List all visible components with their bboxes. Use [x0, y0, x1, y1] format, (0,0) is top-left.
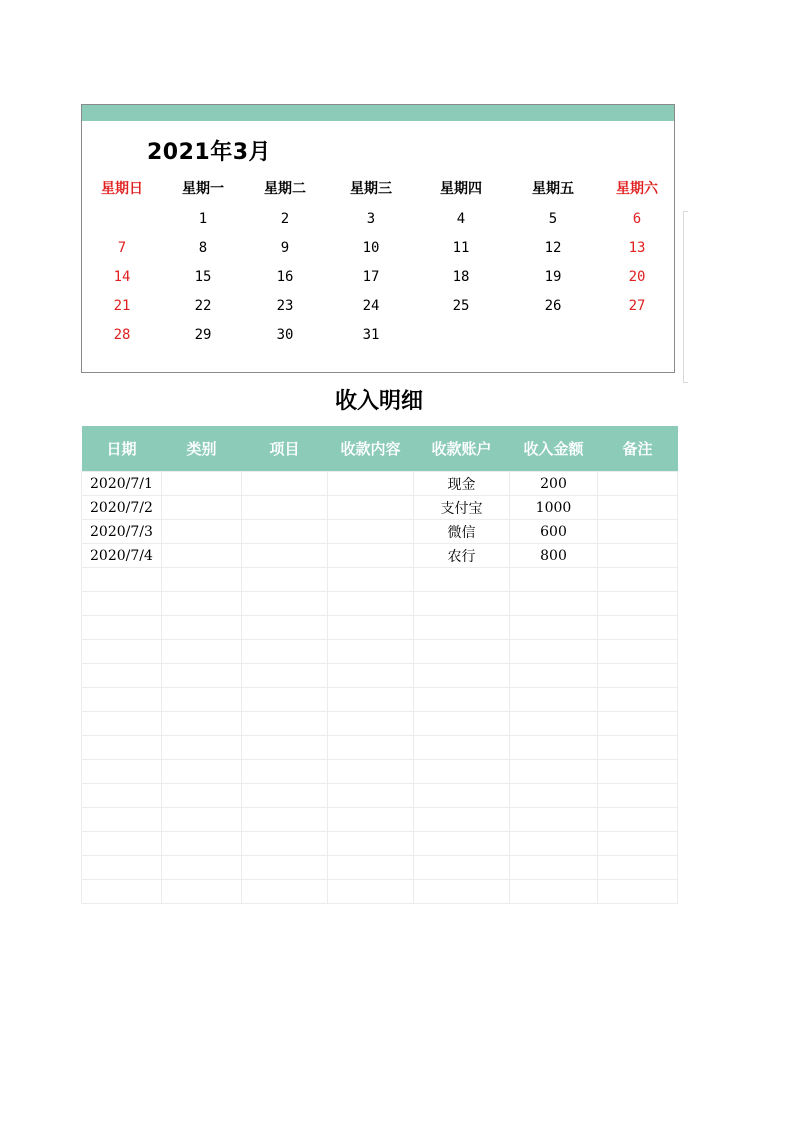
cell-item: [242, 496, 328, 520]
cell-remark: [598, 856, 678, 880]
cell-category: [162, 472, 242, 496]
cell-item: [242, 736, 328, 760]
cell-amount: [510, 760, 598, 784]
cell-remark: [598, 496, 678, 520]
table-row: [82, 496, 678, 520]
cell-account: 农行: [414, 544, 510, 568]
cell-amount: 800: [510, 544, 598, 568]
weekday-tue: 星期二: [264, 181, 306, 197]
cell-content: [328, 832, 414, 856]
cell-content: [328, 712, 414, 736]
cell-item: [242, 832, 328, 856]
calendar-day: 6: [632, 211, 642, 227]
cell-category: [162, 664, 242, 688]
cell-content: [328, 592, 414, 616]
calendar-day: 17: [362, 269, 380, 285]
cell-content: [328, 664, 414, 688]
cell-item: [242, 520, 328, 544]
weekday-thu: 星期四: [440, 181, 482, 197]
cell-amount: [510, 568, 598, 592]
calendar-day: 28: [113, 327, 131, 343]
cell-amount: [510, 664, 598, 688]
cell-category: [162, 616, 242, 640]
cell-remark: [598, 520, 678, 544]
calendar-week-row: [82, 292, 674, 320]
calendar-day: 20: [628, 269, 646, 285]
cell-item: [242, 568, 328, 592]
cell-date: [82, 616, 162, 640]
cell-remark: [598, 832, 678, 856]
cell-category: [162, 832, 242, 856]
col-header-item: 项目: [242, 426, 328, 472]
cell-remark: [598, 760, 678, 784]
income-table: [81, 426, 678, 904]
cell-date: [82, 832, 162, 856]
cell-account: 支付宝: [414, 496, 510, 520]
cell-amount: [510, 616, 598, 640]
cell-amount: [510, 880, 598, 904]
cell-remark: [598, 664, 678, 688]
calendar-day: 3: [366, 211, 376, 227]
table-row: [82, 832, 678, 856]
calendar-day: 11: [452, 240, 470, 256]
cell-category: [162, 520, 242, 544]
calendar-day: 25: [452, 298, 470, 314]
cell-remark: [598, 736, 678, 760]
cell-category: [162, 808, 242, 832]
table-row: [82, 688, 678, 712]
cell-date: 2020/7/2: [82, 496, 162, 520]
calendar-day: 14: [113, 269, 131, 285]
col-header-account: 收款账户: [414, 426, 510, 472]
cell-item: [242, 544, 328, 568]
cell-date: [82, 736, 162, 760]
cell-remark: [598, 880, 678, 904]
calendar-day: 29: [194, 327, 212, 343]
calendar-title: 2021年3月: [147, 140, 272, 165]
cell-category: [162, 544, 242, 568]
cell-date: [82, 664, 162, 688]
cell-item: [242, 472, 328, 496]
calendar-day: 23: [276, 298, 294, 314]
cell-item: [242, 688, 328, 712]
cell-account: [414, 616, 510, 640]
cell-account: [414, 856, 510, 880]
cell-item: [242, 712, 328, 736]
cell-remark: [598, 784, 678, 808]
table-row: [82, 640, 678, 664]
cell-category: [162, 784, 242, 808]
cell-account: [414, 760, 510, 784]
cell-remark: [598, 808, 678, 832]
calendar: [81, 104, 675, 373]
calendar-week-row: [82, 234, 674, 262]
calendar-week-row: [82, 263, 674, 291]
side-bracket-line: [683, 211, 688, 383]
col-header-category: 类别: [162, 426, 242, 472]
cell-remark: [598, 544, 678, 568]
cell-content: [328, 640, 414, 664]
table-row: [82, 760, 678, 784]
weekday-sun: 星期日: [101, 181, 143, 197]
cell-date: 2020/7/4: [82, 544, 162, 568]
cell-account: [414, 688, 510, 712]
cell-category: [162, 712, 242, 736]
cell-content: [328, 808, 414, 832]
table-row: [82, 784, 678, 808]
col-header-amount: 收入金额: [510, 426, 598, 472]
cell-account: [414, 664, 510, 688]
calendar-day: 18: [452, 269, 470, 285]
table-row: [82, 616, 678, 640]
cell-account: [414, 568, 510, 592]
cell-remark: [598, 568, 678, 592]
cell-amount: [510, 640, 598, 664]
weekday-mon: 星期一: [182, 181, 224, 197]
cell-remark: [598, 688, 678, 712]
cell-amount: [510, 808, 598, 832]
cell-item: [242, 760, 328, 784]
cell-date: [82, 760, 162, 784]
table-row: [82, 520, 678, 544]
calendar-day: 12: [544, 240, 562, 256]
calendar-day: 16: [276, 269, 294, 285]
cell-date: [82, 640, 162, 664]
calendar-day: 21: [113, 298, 131, 314]
col-header-date: 日期: [82, 426, 162, 472]
col-header-remark: 备注: [598, 426, 678, 472]
weekday-fri: 星期五: [532, 181, 574, 197]
cell-amount: [510, 712, 598, 736]
cell-date: 2020/7/1: [82, 472, 162, 496]
calendar-day: 24: [362, 298, 380, 314]
cell-account: 微信: [414, 520, 510, 544]
table-row: [82, 880, 678, 904]
cell-category: [162, 640, 242, 664]
calendar-day: 5: [548, 211, 558, 227]
table-row: [82, 664, 678, 688]
calendar-day: 2: [280, 211, 290, 227]
cell-date: [82, 808, 162, 832]
cell-date: [82, 568, 162, 592]
cell-account: [414, 736, 510, 760]
table-row: [82, 544, 678, 568]
cell-item: [242, 856, 328, 880]
cell-category: [162, 496, 242, 520]
cell-content: [328, 472, 414, 496]
calendar-day: 9: [280, 240, 290, 256]
cell-remark: [598, 712, 678, 736]
table-row: [82, 592, 678, 616]
weekday-header-row: [82, 175, 674, 203]
cell-amount: 1000: [510, 496, 598, 520]
cell-item: [242, 592, 328, 616]
cell-content: [328, 520, 414, 544]
cell-amount: 600: [510, 520, 598, 544]
table-row: [82, 712, 678, 736]
cell-content: [328, 736, 414, 760]
cell-remark: [598, 640, 678, 664]
cell-content: [328, 880, 414, 904]
cell-category: [162, 880, 242, 904]
cell-amount: [510, 688, 598, 712]
cell-category: [162, 688, 242, 712]
col-header-content: 收款内容: [328, 426, 414, 472]
cell-content: [328, 568, 414, 592]
cell-account: 现金: [414, 472, 510, 496]
income-table-header-row: [82, 426, 678, 472]
cell-category: [162, 736, 242, 760]
cell-account: [414, 712, 510, 736]
calendar-day: 13: [628, 240, 646, 256]
cell-item: [242, 616, 328, 640]
cell-date: 2020/7/3: [82, 520, 162, 544]
calendar-day: 19: [544, 269, 562, 285]
calendar-week-row: [82, 205, 674, 233]
cell-amount: [510, 736, 598, 760]
cell-category: [162, 568, 242, 592]
cell-date: [82, 712, 162, 736]
cell-date: [82, 784, 162, 808]
cell-amount: [510, 784, 598, 808]
income-section-title: 收入明细: [334, 389, 423, 414]
cell-remark: [598, 592, 678, 616]
cell-content: [328, 544, 414, 568]
table-row: [82, 472, 678, 496]
cell-account: [414, 784, 510, 808]
calendar-week-row: [82, 321, 674, 349]
calendar-day: 15: [194, 269, 212, 285]
cell-account: [414, 640, 510, 664]
calendar-day: 26: [544, 298, 562, 314]
cell-account: [414, 808, 510, 832]
cell-account: [414, 880, 510, 904]
cell-item: [242, 880, 328, 904]
cell-content: [328, 616, 414, 640]
cell-category: [162, 592, 242, 616]
table-row: [82, 736, 678, 760]
calendar-day: 1: [198, 211, 208, 227]
calendar-day: 30: [276, 327, 294, 343]
cell-content: [328, 688, 414, 712]
table-row: [82, 568, 678, 592]
cell-item: [242, 808, 328, 832]
cell-content: [328, 496, 414, 520]
cell-content: [328, 760, 414, 784]
cell-amount: 200: [510, 472, 598, 496]
calendar-day: 27: [628, 298, 646, 314]
cell-date: [82, 856, 162, 880]
cell-amount: [510, 592, 598, 616]
cell-category: [162, 856, 242, 880]
cell-date: [82, 880, 162, 904]
weekday-wed: 星期三: [350, 181, 392, 197]
table-row: [82, 856, 678, 880]
table-row: [82, 808, 678, 832]
calendar-day: 31: [362, 327, 380, 343]
cell-content: [328, 856, 414, 880]
cell-date: [82, 688, 162, 712]
calendar-day: 4: [456, 211, 466, 227]
calendar-header-bar: [82, 105, 674, 121]
weekday-sat: 星期六: [616, 181, 658, 197]
cell-category: [162, 760, 242, 784]
calendar-day: 8: [198, 240, 208, 256]
cell-remark: [598, 616, 678, 640]
cell-remark: [598, 472, 678, 496]
calendar-day: 10: [362, 240, 380, 256]
cell-amount: [510, 856, 598, 880]
cell-amount: [510, 832, 598, 856]
cell-content: [328, 784, 414, 808]
calendar-day: 7: [117, 240, 127, 256]
cell-account: [414, 592, 510, 616]
cell-item: [242, 784, 328, 808]
cell-item: [242, 640, 328, 664]
cell-date: [82, 592, 162, 616]
calendar-day: 22: [194, 298, 212, 314]
cell-account: [414, 832, 510, 856]
cell-item: [242, 664, 328, 688]
